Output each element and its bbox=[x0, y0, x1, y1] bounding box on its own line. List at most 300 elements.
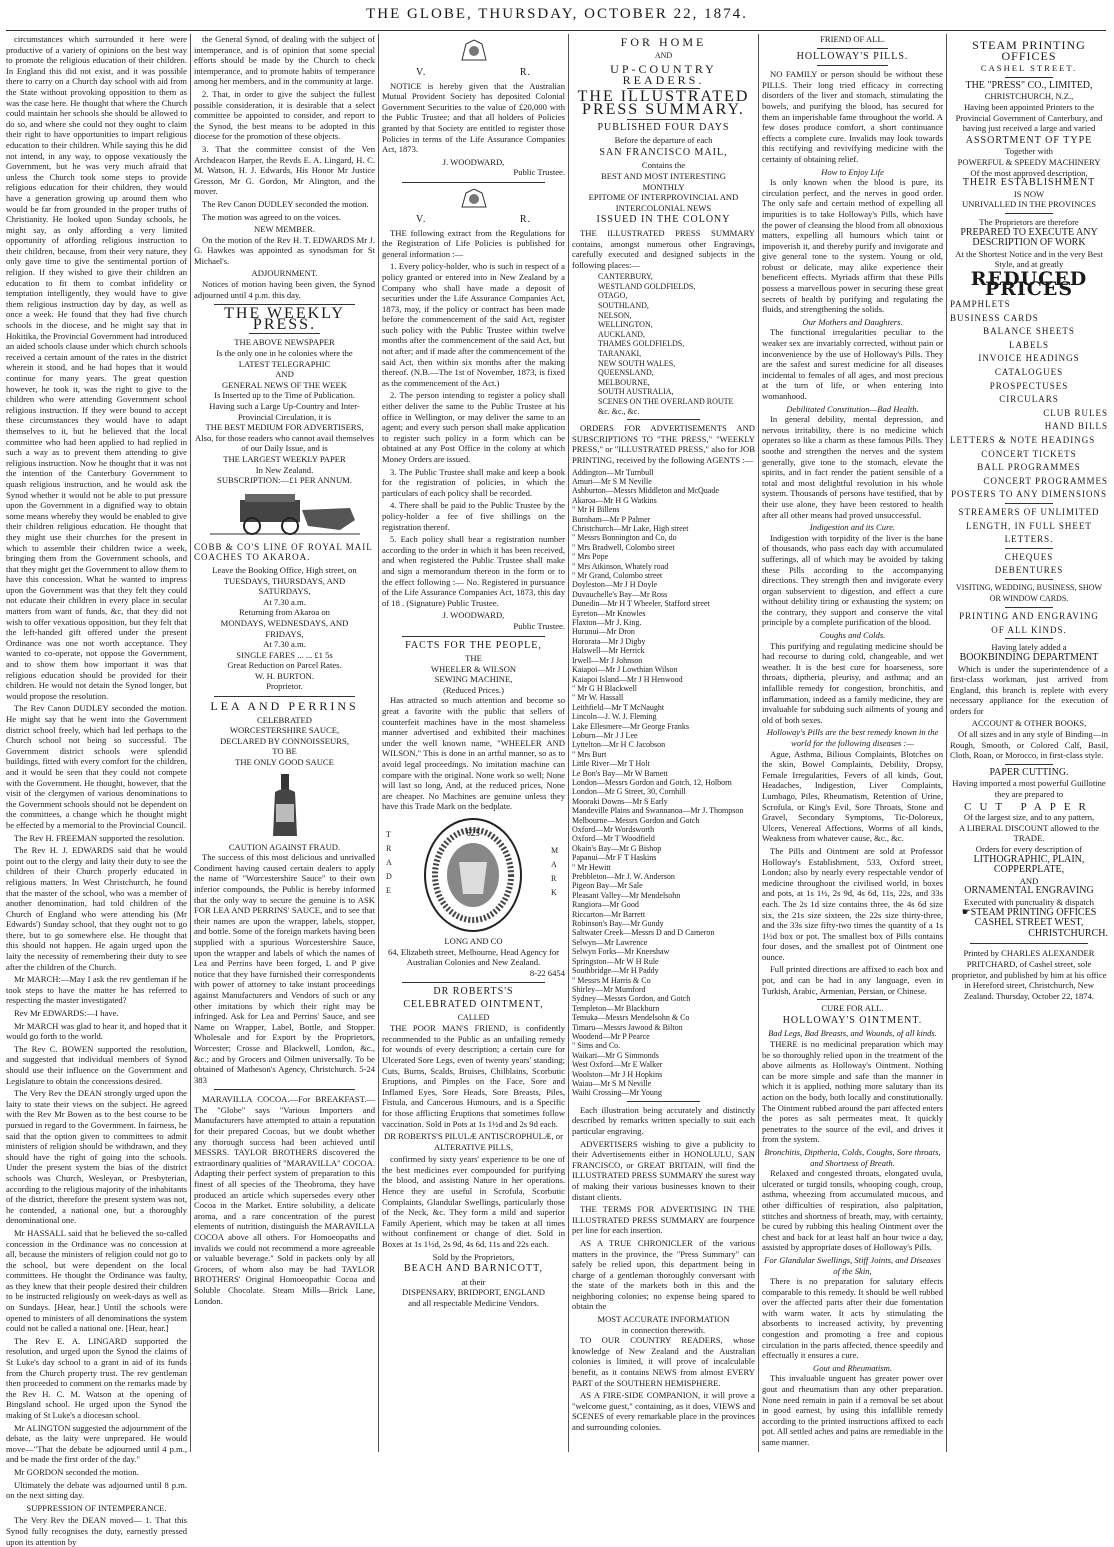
divider bbox=[249, 333, 320, 334]
place-item: WESTLAND GOLDFIELDS, bbox=[598, 281, 696, 291]
press-co-limited: THE "PRESS" CO., LIMITED, bbox=[965, 79, 1093, 91]
proprietors-therefore: The Proprietors are therefore bbox=[979, 216, 1079, 227]
agent-item: Lake Ellesmere—Mr George Franks bbox=[572, 721, 689, 731]
printing-items-list bbox=[950, 299, 1108, 500]
printing-item: BALANCE SHEETS bbox=[983, 326, 1075, 337]
full-sheet: LENGTH, IN FULL SHEET bbox=[966, 520, 1092, 531]
section-text: The Pills and Ointment are sold at Professor Holloway's Establishment, 533, Oxford street, London; also by nearly every respectable vendor of medicine throughout the civilised world, in boxes and pots, at 1s 1½, 2s 9d, 4s 6d, 11s, 22s, and 33s each. The 2s 1d size contains three, the 4s 6d size six, the 21s size sixteen, the 22s size thirty-three, and the 33s size fifty-two times the quantity of a 1s 1½d box or pot. The smallest box of Pills contains four doses, and the smallest pot of Ointment one ounce. bbox=[762, 845, 943, 962]
section-text: In general debility, mental depression, and nervous irritability, there is no medicine which operates so like a charm as these famous Pills. They soothe and strengthen the nerves and the system generally, give tone to the stomach, elevate the spirits, and in fact render the patient sensible of a total and most delightful revolution in his whole system. Thousands of persons have testified, that by their use alone, they have been restored to health after all other means had proved unsuccessful. bbox=[762, 414, 943, 520]
together-with: Together with bbox=[1005, 146, 1053, 157]
caution-heading: CAUTION AGAINST FRAUD. bbox=[228, 841, 341, 852]
regulation-item: 2. The person intending to register a policy shall either deliver the same to the Public Trustee at his office in Wellington, or may deliver the same to an agent; and every such person shall make application to register such policy in a form which can be obtained at any Post Office in the colony at which Money Orders are issued. bbox=[382, 390, 565, 464]
royal-coat-of-arms-icon bbox=[454, 38, 494, 64]
new-member-text: On the motion of the Rev H. T. EDWARDS Mr J. G. Hawkes was appointed as synodsman for St Michael's. bbox=[194, 234, 375, 266]
column-divider bbox=[568, 34, 569, 1452]
section-heading: How to Enjoy Life bbox=[821, 166, 884, 177]
terms-text: THE TERMS FOR ADVERTISING IN THE ILLUSTRATED PRESS SUMMARY are fourpence per line for each insertion. bbox=[572, 1204, 755, 1236]
shortest-notice: At the Shortest Notice and in the very Best Style, and at greatly bbox=[955, 248, 1103, 270]
divider bbox=[627, 419, 700, 420]
printing-item: CONCERT PROGRAMMES bbox=[983, 475, 1108, 486]
for-home: FOR HOME bbox=[620, 35, 707, 49]
visiting-cards: VISITING, WEDDING, BUSINESS, SHOW OR WINDOW CARDS. bbox=[955, 582, 1103, 603]
cobb-line: Returning from Akaroa on bbox=[239, 607, 330, 618]
synod-continued bbox=[194, 34, 375, 222]
agent-item: Melbourne—Messrs Gordon and Gotch bbox=[572, 815, 700, 825]
synod-paragraph: The Rev Canon DUDLEY seconded the motion. He might say that he went into the Government district school freely, which had led perhaps to the Church school not being so successful. The Government district schools were splendid buildings, fitted with every comfort for the children, and it would be seen that they could not compete with the Government. He thought, however, that the visit of the clergymen of various denominations to the Government schools should not be dependent on the committees, a change which he thought might be effected by a memorial to the Provincial Council. bbox=[6, 703, 187, 830]
regulation-item: 4. There shall be paid to the Public Trustee by the policy-holder a fee of five shillings on the registration thereof. bbox=[382, 500, 565, 532]
column-1-synod-report bbox=[6, 34, 187, 1547]
agent-item: Flaxton—Mr J. King. bbox=[572, 618, 642, 628]
beach-barnicott: BEACH AND BARNICOTT, bbox=[404, 1263, 543, 1275]
agent-item: Doyleston—Mr J H Doyle bbox=[572, 580, 658, 590]
place-item: WELLINGTON, bbox=[598, 320, 653, 330]
place-item: MELBOURNE, bbox=[598, 377, 650, 387]
agent-item: Pigeon Bay—Mr Sale bbox=[572, 881, 643, 891]
intercolonial-label: INTERCOLONIAL NEWS bbox=[615, 202, 712, 213]
agent-item: Irwell—Mr J Johnson bbox=[572, 655, 643, 665]
places-list bbox=[572, 272, 755, 416]
agent-item: " Mrs Pope bbox=[572, 552, 609, 562]
column-divider bbox=[190, 34, 191, 1452]
accurate-info: MOST ACCURATE INFORMATION bbox=[597, 1314, 730, 1325]
regulation-item: 3. The Public Trustee shall make and keep a book for the registration of policies, in which the particulars of each policy shall be recorded. bbox=[382, 466, 565, 498]
agent-item: Leithfield—Mr T McNaught bbox=[572, 702, 665, 712]
divider bbox=[214, 696, 355, 697]
holloway-sections bbox=[762, 167, 943, 997]
printing-item: HAND BILLS bbox=[1044, 421, 1108, 432]
agent-item: Le Bon's Bay—Mr W Barnett bbox=[572, 768, 668, 778]
agent-item: " Mrs Atkinson, Whately road bbox=[572, 561, 669, 571]
printing-item: CLUB RULES bbox=[1043, 407, 1108, 418]
place-item: QUEENSLAND, bbox=[598, 368, 654, 378]
synod-paragraph: 2. That, in order to give the subject the fullest possible consideration, it is desirable that a select committee be appointed to consider, and report to the Synod, the best means to be adopted in this diocese for the promotion of these objects. bbox=[194, 88, 375, 142]
agent-item: Halswell—Mr Herrick bbox=[572, 646, 645, 656]
cut-paper: CUT PAPER bbox=[964, 800, 1094, 813]
long-co-name: LONG AND CO bbox=[444, 936, 503, 946]
agent-item: Southbridge—Mr H Paddy bbox=[572, 966, 659, 976]
woodward-signature: J. WOODWARD, bbox=[442, 156, 505, 167]
weekly-press-line: GENERAL NEWS OF THE WEEK bbox=[222, 379, 347, 390]
bookbinding-department: BOOKBINDING DEPARTMENT bbox=[959, 651, 1099, 663]
printer-imprint: Printed by CHARLES ALEXANDER PRITCHARD, of Cashel street, sole proprietor, and published by him at his office in Hereford street, Christchurch, New Zealand. Thursday, October 22, 1874. bbox=[951, 948, 1107, 1001]
agent-item: Little River—Mr T Holt bbox=[572, 759, 650, 769]
description-of-work: DESCRIPTION OF WORK bbox=[972, 237, 1086, 249]
lea-perrins-text: The success of this most delicious and unrivalled Condiment having caused certain dealers to apply the name of "Worcestershire Sauce" to their own inferior compounds, the Public is hereby informed that the only way to secure the genuine is to ASK FOR LEA AND PERRINS' SAUCE, and to see that their names are upon the wrapper, labels, stopper, and bottle. Some of the foreign markets having been supplied with a spurious Worcestershire Sauce, upon the wrapper and labels of which the names of Lea and Perrins have been forged, L and P give notice that they have furnished their correspondents with power of attorney to take instant proceedings against Manufacturers and Vendors of such or any other imitations by which their right may be infringed. Ask for Lea and Perrins' Sauce, and see Name on Wrapper, Label, Bottle, and Stopper. Wholesale and for Export by the Proprietors, Worcester; Crosse and Blackwell, London, &c., &c.; and by Grocers and Oilmen universally. To be obtained of Matheson's Agency, Christchurch. 5-24 383 bbox=[194, 852, 375, 1085]
woodward-signature: J. WOODWARD, bbox=[442, 610, 505, 621]
wheeler-wilson-text: Has attracted so much attention and become so great a favorite with the public that sellers of counterfeit machines have in the most shameless manner advertised and exhibited their machines under the well known name, "WHEELER AND WILSON." This is done in an artful manner, so as to avoid legal proceedings. No imitation machine can compare with the original. None work so well; None will last so long, And, at the reduced prices, None are cheaper. No Machines are genuine unless they have this Trade Mark on the bedplate. bbox=[382, 695, 565, 812]
agent-item: " Messrs M Harris & Co bbox=[572, 975, 651, 985]
dispensary: DISPENSARY, BRIDPORT, ENGLAND bbox=[402, 1287, 545, 1298]
streamers: STREAMERS OF UNLIMITED bbox=[958, 506, 1100, 517]
agent-item: Saltwater Creek—Messrs D and D Cameron bbox=[572, 928, 715, 938]
agent-item: Waihi Crossing—Mr Young bbox=[572, 1088, 662, 1098]
synod-paragraph: The Rev H. J. EDWARDS said that he would point out to the clergy and laity their duty to see the children of their Church properly educated in religious matters. In West Christchurch, he found that the master of the school, who was a member of another denomination, had told children of the Church of England who were attending his (Mr Edwards') Sunday school, that they ought not to go there, but to go somewhere else. He thought that this should not happen. He again urged upon the laity the necessity of remembering their duty to see after the children of the Church. bbox=[6, 845, 187, 972]
column-divider bbox=[378, 34, 379, 1452]
lea-perrins-lines bbox=[194, 715, 375, 768]
summary-text: THE ILLUSTRATED PRESS SUMMARY contains, amongst numerous other Engravings, carefully executed and designed subjects in the following places:— bbox=[572, 227, 755, 270]
agent-item: Oxford—Mr Wordsworth bbox=[572, 825, 655, 834]
section-heading: Our Mothers and Daughters. bbox=[802, 316, 903, 327]
best-interesting: BEST AND MOST INTERESTING bbox=[600, 170, 727, 181]
sauce-bottle-icon bbox=[265, 772, 305, 838]
wheeler-wilson-lines bbox=[382, 653, 565, 695]
place-item: NEW SOUTH WALES, bbox=[598, 358, 676, 368]
cobb-line: Leave the Booking Office, High street, on bbox=[212, 564, 357, 575]
synod-paragraph: Mr GORDON seconded the motion. bbox=[14, 1466, 139, 1477]
agent-item: London—Mr G Street, 30, Cornhill bbox=[572, 787, 686, 797]
wheeler-line: (Reduced Prices.) bbox=[442, 684, 505, 695]
place-item: CANTERBURY, bbox=[598, 272, 653, 282]
cobb-line: Great Reduction on Parcel Rates. bbox=[227, 660, 342, 671]
section-heading: Gout and Rheumatism. bbox=[812, 1362, 892, 1373]
column-2 bbox=[194, 34, 375, 1452]
at-their: at their bbox=[461, 1276, 486, 1287]
agent-item: Christchurch—Mr Lake, High street bbox=[572, 524, 689, 533]
chronicler-text: AS A TRUE CHRONICLER of the various matters in the province, the "Press Summary" can safely be relied upon, this department being in charge of a gentleman thoroughly conversant with the state of the markets both in this and the neighboring colonies; no expense being spared to obtain the bbox=[572, 1237, 755, 1312]
divider bbox=[1005, 579, 1053, 580]
agent-item: West Oxford—Mr E Walker bbox=[572, 1060, 663, 1070]
printing-item: PAMPHLETS bbox=[950, 299, 1011, 310]
wheeler-wilson-trade-mark-seal bbox=[423, 816, 523, 934]
agent-item: " Mr Grand, Colombo street bbox=[572, 571, 663, 581]
agent-item: Timaru—Messrs Jawood & Bilton bbox=[572, 1022, 683, 1032]
trade-mark-block bbox=[382, 814, 565, 936]
divider bbox=[817, 65, 888, 66]
place-item: SOUTHLAND, bbox=[598, 301, 649, 311]
section-heading: For Glandular Swellings, Stiff Joints, and Diseases of the Skin, bbox=[764, 1254, 941, 1276]
agent-item: London—Messrs Gordon and Gotch, 12, Holborn bbox=[572, 777, 732, 787]
synod-paragraph: The Rev C. BOWEN supported the resolution, and suggested that individual members of Synod should use their influence on the Government and Legislature to obtain the concessions desired. bbox=[6, 1043, 187, 1086]
roberts-subtitle: CELEBRATED OINTMENT, bbox=[403, 998, 544, 1010]
printing-item: INVOICE HEADINGS bbox=[978, 353, 1080, 364]
printing-item: CIRCULARS bbox=[999, 394, 1059, 405]
divider bbox=[1005, 764, 1053, 765]
weekly-press-line: THE BEST MEDIUM FOR ADVERTISERS, bbox=[205, 422, 364, 433]
epitome-label: EPITOME OF INTERPROVINCIAL AND bbox=[588, 192, 739, 203]
approved-description: Of the most approved description, bbox=[970, 167, 1088, 178]
section-text: Relaxed and congested throats, elongated uvula, ulcerated or turgid tonsils, whooping cough, croup, asthma, wheezing from accumulated mucous, and other difficulties of respiration, also palpitation, stitches and shortness of breath, may, with certainty, be cured by rubbing this healing Ointment over the chest and back for at least half an hour twice a day, assisted by appropriate doses of Holloway's Pills. bbox=[762, 1168, 943, 1253]
section-text: There is no preparation for salutary effects comparable to this remedy. It should be well rubbed over the affected parts after their due fomentation with warm water. It acts by stimulating the absorbents to increased activity, by preventing congestion and promoting a free and copious circulation in the parts affected, thence speedily and effectually it ensures a cure. bbox=[762, 1276, 943, 1361]
section-heading: Bronchitis, Diptheria, Colds, Coughs, Sore throats, and Shortness of Breath. bbox=[764, 1146, 941, 1168]
mark-label: MARK bbox=[551, 846, 559, 897]
divider bbox=[402, 982, 545, 983]
is-now: IS NOW bbox=[1013, 188, 1045, 199]
sold-by: Sold by the Proprietors, bbox=[432, 1251, 515, 1262]
public-trustee-title: Public Trustee. bbox=[513, 620, 565, 631]
agent-item: " Mrs Burt bbox=[572, 749, 607, 759]
synod-paragraph: Mr MARCH:—May I ask the rev gentleman if he took steps to have the matter he has referred to respecting the master investigated? bbox=[6, 974, 187, 1006]
printing-item: CATALOGUES bbox=[994, 367, 1064, 378]
section-text: This invaluable unguent has greater power over gout and rheumatism than any other preparation. None need remain in pain if a removal be set about in good earnest, by using this infallible remedy according to the printed instructions affixed to each pot. All settled aches and pains are remediable in the same manner. bbox=[762, 1373, 943, 1447]
cashel-street-west: CASHEL STREET WEST, bbox=[974, 917, 1084, 929]
section-text: Is only known when the blood is pure, its circulation perfect, and the nerves in good order. The only safe and certain method of expelling all impurities is to take Holloway's Pills, which have the power of cleansing the blood from all obnoxious matters, expelling all humours which taint or impoverish it, and thereby purify and invigorate and give general tone to the system. Young or old, robust or delicate, may alike experience their beneficent effects. Myriads affirm that these Pills possess a marvellous power in securing these great secrets of health by purifying and regulating the fluids, and strengthening the solids. bbox=[762, 177, 943, 315]
divider bbox=[1005, 607, 1053, 608]
suppression-heading: SUPPRESSION OF INTEMPERANCE. bbox=[26, 1502, 167, 1513]
printing-engraving: PRINTING AND ENGRAVING bbox=[959, 611, 1099, 622]
binding-text: Of all sizes and in any style of Binding—in Rough, Smooth, or Colored Calf, Basil, Cloth, Roan, or Morocco, in first-class style. bbox=[950, 729, 1108, 761]
agent-item: Templeton—Mr Blackburn bbox=[572, 1003, 660, 1013]
friend-of-all: FRIEND OF ALL. bbox=[820, 34, 885, 44]
wheeler-line: THE bbox=[465, 653, 482, 664]
seal-number: 625 bbox=[466, 828, 480, 838]
advertisers-text: ADVERTISERS wishing to give a publicity to their Advertisements either in HONOLULU, SAN FRANCISCO, or GREAT BRITAIN, will find the ILLUSTRATED PRESS SUMMARY the surest way of making their various businesses known to their distant clients. bbox=[572, 1138, 755, 1202]
place-item: TARANAKI, bbox=[598, 349, 642, 359]
printing-item: POSTERS TO ANY DIMENSIONS bbox=[950, 489, 1108, 500]
assortment-type: ASSORTMENT OF TYPE bbox=[965, 134, 1093, 146]
synod-paragraph: Mr MARCH was glad to hear it, and hoped that it would go forth to the world. bbox=[6, 1020, 187, 1042]
christchurch: CHRISTCHURCH. bbox=[1028, 927, 1108, 939]
agent-item: Papanui—Mr F T Haskins bbox=[572, 853, 657, 863]
printing-item: BALL PROGRAMMES bbox=[977, 462, 1081, 473]
holloway-pills-title: HOLLOWAY'S PILLS. bbox=[796, 50, 909, 62]
press-summary-title: PRESS SUMMARY. bbox=[582, 100, 745, 118]
agent-item: Robinson's Bay—Mr Gundy bbox=[572, 919, 664, 929]
agent-item: Ashburton—Messrs Middleton and McQuade bbox=[572, 486, 719, 496]
agent-item: Prebbleton—Mr J. W. Anderson bbox=[572, 872, 675, 882]
masthead-rule bbox=[6, 30, 1106, 31]
orders-text: ORDERS FOR ADVERTISEMENTS AND SUBSCRIPTIONS TO "THE PRESS," "WEEKLY PRESS," or "ILLUSTRATED PRESS," also for JOB PRINTING, received by the following AGENTS :— bbox=[572, 423, 755, 465]
bad-legs-subtitle: Bad Legs, Bad Breasts, and Wounds, of all kinds. bbox=[768, 1028, 937, 1039]
and-label: AND bbox=[654, 50, 673, 60]
royal-coat-of-arms-icon bbox=[454, 187, 494, 211]
debentures: DEBENTURES bbox=[994, 565, 1064, 576]
synod-paragraph: Ultimately the debate was adjourned until 8 p.m. on the next sitting day. bbox=[6, 1479, 187, 1501]
place-item: AUCKLAND, bbox=[598, 329, 645, 339]
medicine-vendors: and all respectable Medicine Vendors. bbox=[408, 1298, 539, 1308]
agent-item: Springston—Mr W H Rule bbox=[572, 956, 659, 966]
suppression-text: The Very Rev the DEAN moved— 1. That this Synod fully recognises the duty, earnestly pressed upon its attention by bbox=[6, 1515, 187, 1547]
wheeler-line: WHEELER & WILSON bbox=[430, 663, 517, 674]
cheques: CHEQUES bbox=[1004, 551, 1054, 562]
agent-item: " Mr W. Hassall bbox=[572, 693, 624, 703]
synod-paragraph: The Rev Canon DUDLEY seconded the motion. bbox=[202, 198, 369, 209]
divider bbox=[627, 1101, 700, 1102]
printing-item: LABELS bbox=[1008, 339, 1049, 350]
roberts-ointment-text: THE POOR MAN'S FRIEND, is confidently recommended to the Public as an unfailing remedy for wounds of every description; a certain cure for Ulcerated Sore Legs, even of twenty years' standing; Cuts, Burns, Scalds, Bruises, Chilblains, Scorbutic Eruptions, and Pimples on the Face, Sore and Inflamed Eyes, Sore Heads, Sore Breasts, Piles, Fistula, and Cancerous Humours, and is a Specific for those afflicting Eruptions that sometimes follow vaccination. Sold in Pots at 1s 1½d and 2s 9d each. bbox=[382, 1023, 565, 1129]
country-readers-text: TO OUR COUNTRY READERS, whose knowledge of New Zealand and the Australian colonies is limited, it will prove of incalculable benefit, as it contains NEWS from almost EVERY PART of the SOUTHERN HEMISPHERE. bbox=[572, 1335, 755, 1388]
cashel-street: CASHEL STREET. bbox=[980, 63, 1078, 74]
account-books: ACCOUNT & OTHER BOOKS, bbox=[971, 718, 1087, 729]
section-heading: Debilitated Constitution—Bad Health. bbox=[786, 403, 919, 414]
holloway-ointment-title: HOLLOWAY'S OINTMENT. bbox=[782, 1014, 923, 1026]
agent-item: Kaiapoi Island—Mr J H Henwood bbox=[572, 674, 683, 684]
lea-perrins-line: THE ONLY GOOD SAUCE bbox=[235, 757, 334, 768]
weekly-press-line: THE ABOVE NEWSPAPER bbox=[234, 337, 335, 348]
weekly-press-line: THE LARGEST WEEKLY PAPER bbox=[223, 453, 346, 464]
copperplate: COPPERPLATE, bbox=[993, 864, 1065, 876]
guillotine-text: Having imported a most powerful Guillotine they are prepared to bbox=[952, 778, 1106, 800]
column-divider bbox=[758, 34, 759, 1452]
agent-item: Pleasant Valley—Mr Mendelsohn bbox=[572, 890, 681, 900]
amp-society-notice: NOTICE is hereby given that the Australian Mutual Provident Society has deposited Colonial Government Securities to the value of £20,000 with the Public Trustee; and that all holders of Policies granted by that Society are entitled to register those Policies in terms of the Life Assurance Companies Act, 1873. bbox=[382, 80, 565, 155]
section-text: Ague, Asthma, Bilious Complaints, Blotches on the skin, Bowel Complaints, Debility, Dropsy, Female Irregularities, Fevers of all kinds, Gout, Headaches, Indigestion, Liver Complaints, Lumbago, Piles, Rheumatism, Retention of Urine, Scrofula, or King's Evil, Sore Throats, Stone and Gravel, Secondary Symptoms, Tic-Doloreux, Ulcers, Venereal Affections, Worms of all kinds, Weakness from whatever cause, &c., &c. bbox=[762, 748, 943, 844]
agent-item: Dunedin—Mr H T Wheeler, Stafford street bbox=[572, 599, 710, 609]
reduced-prices: REDUCED PRICES bbox=[970, 267, 1088, 301]
executed-punctuality: Executed with punctuality & dispatch bbox=[964, 896, 1094, 907]
agent-item: Burnham—Mr P Palmer bbox=[572, 514, 651, 524]
contains-label: Contains the bbox=[641, 160, 686, 171]
cobb-line: W. H. BURTON. bbox=[255, 670, 314, 681]
agent-item: Hurunui—Mr Dron bbox=[572, 627, 635, 637]
trade-label: TRADE bbox=[386, 830, 392, 895]
divider bbox=[1005, 77, 1053, 78]
connection-therewith: in connection therewith. bbox=[621, 1324, 706, 1335]
agents-list bbox=[572, 468, 755, 1098]
column-5-holloway bbox=[762, 34, 943, 1452]
divider bbox=[970, 943, 1088, 944]
synod-paragraph: Mr HASSALL said that he believed the so-called concession in the Ordinance was no concession at all, because the ministers of religion could not go to the school, but were dependent on the local committees. He thought the Ordinance was faulty, as they knew that their people desired their children to be instructed religiously on week-days as well as on Sundays. [Hear, hear.] Until the schools were opened to ministers of all denominations the system could not be called a national one. [Hear, hear.] bbox=[6, 1227, 187, 1334]
section-heading: Indigestion and its Cure. bbox=[809, 522, 896, 533]
agent-item: Mooraki Downs—Mr S Early bbox=[572, 796, 668, 806]
powerful-machinery: POWERFUL & SPEEDY MACHINERY bbox=[957, 156, 1101, 167]
section-text: Indigestion with torpidity of the liver is the bane of thousands, who pass each day with accumulated sufferings, all of which may be avoided by taking these Pills according to the accompanying directions. They strength then and invigorate every organ subservient to digestion, and effect a cure without debility tiring or exhausting the system; on the contrary, they support and conserve the vital principle by a complete purification of the blood. bbox=[762, 532, 943, 628]
agent-item: " Mr Hewitt bbox=[572, 862, 611, 872]
wheeler-title: FACTS FOR THE PEOPLE, bbox=[405, 639, 542, 651]
agent-item: Waiau—Mr S M Neville bbox=[572, 1078, 652, 1088]
agent-item: Eyreton—Mr Knowles bbox=[572, 608, 646, 618]
cobb-line: SINGLE FARES ... ... £1 5s bbox=[236, 649, 333, 660]
column-6-steam-printing bbox=[950, 34, 1108, 1452]
unrivalled-provinces: UNRIVALLED IN THE PROVINCES bbox=[961, 199, 1097, 210]
lea-perrins-line: DECLARED BY CONNOISSEURS, bbox=[220, 735, 349, 746]
printing-item: PROSPECTUSES bbox=[989, 380, 1069, 391]
public-trustee-title: Public Trustee. bbox=[513, 167, 565, 178]
lea-perrins-line: WORCESTERSHIRE SAUCE, bbox=[229, 725, 340, 736]
agent-item: Hororata—Mr J Digby bbox=[572, 636, 646, 646]
agent-item: Shirley—Mr Mumford bbox=[572, 984, 646, 994]
agent-item: Rangiora—Mr Good bbox=[572, 900, 639, 910]
cure-for-all: CURE FOR ALL. bbox=[821, 1003, 884, 1014]
section-heading: Coughs and Colds. bbox=[819, 630, 886, 641]
place-item: SOUTH AUSTRALIA, bbox=[598, 387, 674, 397]
synod-paragraph: The Very Rev the DEAN strongly urged upon the laity to state their views on the subject. He agreed with the Rev Mr Bowen as to the best course to be pursued in regard to the Government. In fairness, he said that the option given to committees to admit ministers of religion should be withdrawn, and they should have the right of going into the schools. Under the present system the bias of the district schools was Church, Wesleyan, or Presbyterian, according to the religious majority of the inhabitants of the district, therefore the present system was not, he contended, a national one, but a thoroughly denominational one. bbox=[6, 1088, 187, 1226]
cobb-coach-ad bbox=[194, 565, 375, 692]
weekly-press-line: Is Inserted up to the Time of Publication. bbox=[214, 390, 355, 401]
agent-item: Okain's Bay—Mr G Bishop bbox=[572, 843, 662, 853]
weekly-press-line: AND bbox=[275, 369, 294, 380]
adjournment-heading: ADJOURNMENT. bbox=[251, 268, 318, 279]
cobb-line: At 7.30 a.m. bbox=[263, 639, 306, 650]
fireside-text: AS A FIRE-SIDE COMPANION, it will prove a "welcome guest," containing, as it does, VIEWS and SCENES of every remarkable place in the provinces and surrounding colonies. bbox=[572, 1390, 755, 1432]
printing-item: BUSINESS CARDS bbox=[950, 312, 1039, 323]
pilulae-text: confirmed by sixty years' experience to be one of the best medicines ever compounded for purifying the blood, and assisting Nature in her operations. Hence they are useful in Scrofula, Scorbutic Complaints, Glandular Swellings, particularly those of the Neck, &c. They form a mild and superior Family Aperient, which may be taken at all times without confinement or change of diet. Sold in Boxes at 1s 1½d, 2s 9d, 4s 6d, 11s and 22s each. bbox=[382, 1154, 565, 1250]
agent-item: Lincoln—J. W. J. Fleming bbox=[572, 712, 657, 722]
wheeler-line: SEWING MACHINE, bbox=[434, 674, 513, 685]
agent-item: Loburn—Mr J J Lee bbox=[572, 730, 638, 740]
section-text: Full printed directions are affixed to each box and pot, and can be had in any language, even in Turkish, Arabic, Armenian, Persian, or Chinese. bbox=[762, 964, 943, 996]
cobb-line: SATURDAYS, bbox=[258, 586, 311, 597]
steam-printing-offices: ☛STEAM PRINTING OFFICES bbox=[961, 906, 1097, 918]
divider bbox=[1005, 638, 1053, 639]
upcountry-readers: UP-COUNTRY READERS. bbox=[610, 62, 717, 87]
section-text: This purifying and regulating medicine should be had recourse to during cold, changeable, and wet weather. It is the best cure for hoarseness, sore throats, diptheria, pleurisy, and asthma; and an infallible remedy for congestion, bronchitis, and inflammation, indeed as a family medicine, they are invaluable for subduing such ailments of young and old of both sexes. bbox=[762, 640, 943, 725]
divider bbox=[214, 1089, 355, 1090]
column-4-press-summary bbox=[572, 34, 755, 1452]
divider bbox=[817, 48, 888, 49]
ornamental-engraving: ORNAMENTAL ENGRAVING bbox=[964, 885, 1094, 897]
lea-perrins-title: LEA AND PERRINS bbox=[210, 699, 359, 714]
agent-item: Sydney—Messrs Gordon, and Gotch bbox=[572, 994, 691, 1004]
regulations-intro: THE following extract from the Regulations for the Registration of Life Policies is published for general information :— bbox=[382, 227, 565, 259]
cobb-line: TUESDAYS, THURSDAYS, AND bbox=[223, 575, 346, 586]
synod-paragraph: the General Synod, of dealing with the subject of intemperance, and is of opinion that some special efforts should be made by the Church to check intemperance, and to promote habits of temperance among her members, and in the community at large. bbox=[194, 34, 375, 87]
christchurch-nz: CHRISTCHURCH, N.Z., bbox=[984, 91, 1074, 102]
synod-paragraph: The Rev E. A. LINGARD supported the resolution, and urged upon the Synod the claims of St Luke's day school to a grant in aid of its funds from the Church property trust. The rev gentleman then proceeded to comment on the remarks made by the Rev H. C. M. Watson at the opening of Bingsland school. He urged upon the Synod the making of St Luke's a diocesan school. bbox=[6, 1335, 187, 1420]
regulation-item: 1. Every policy-holder, who is such in respect of a policy granted or entered into in New Zealand by a Company who shall have made a deposit of securities under the Life Assurance Companies Act, 1873, may, if the policy or contract has been made before the commencement of the said Act, register such policy with the Public Trustee within twelve months after the commencement of the said Act, but not after; and if made after the commencement of the said Act, then within six months after the making thereof. (N.B.—The 1st of November, 1873, is fixed as the commencement of the Act.) bbox=[382, 261, 566, 388]
before-departure: Before the departure of each bbox=[614, 135, 713, 146]
cobb-line: FRIDAYS, bbox=[265, 628, 304, 639]
steam-printing-title: STEAM PRINTING OFFICES bbox=[972, 38, 1086, 63]
prepared-to-execute: PREPARED TO EXECUTE ANY bbox=[960, 226, 1098, 238]
divider bbox=[817, 999, 888, 1000]
largest-size: Of the largest size, and to any pattern, bbox=[963, 812, 1095, 823]
agent-item: " Mr H Billens bbox=[572, 505, 620, 515]
place-item: NELSON, bbox=[598, 310, 632, 320]
bookbinding-text: Which is under the superintendence of a first-class workman, just arrived from England, this branch is replete with every necessary appliance for the execution of orders for bbox=[950, 663, 1108, 716]
regulation-item: 5. Each policy shall bear a registration number according to the order in which it has been received, and when registered the Public Trustee shall make and sign a memorandum thereon in the form or to the effect following :— No. Registered in pursuance of the Life Assurance Companies Act, 1873, this day of 18 . (Signature) Public Trustee. bbox=[382, 534, 565, 608]
long-co-ref: 8-22 6454 bbox=[529, 967, 565, 978]
section-text: The functional irregularities peculiar to the weaker sex are invariably corrected, without pain or inconvenience by the use of Holloway's Pills. They are the safest and surest medicine for all diseases incidental to females of all ages, and most precious at the turn of life, or when entering into womanhood. bbox=[762, 327, 943, 401]
printing-item: CONCERT TICKETS bbox=[981, 448, 1077, 459]
agent-item: Amuri—Mr S M Neville bbox=[572, 476, 652, 486]
engraving-text: Each illustration being accurately and distinctly described by remarks written specially to suit each particular engraving. bbox=[572, 1104, 755, 1136]
letters-label: LETTERS. bbox=[1004, 534, 1054, 545]
weekly-press-line: SUBSCRIPTION:—£1 PER ANNUM. bbox=[217, 475, 352, 486]
monthly-label: MONTHLY bbox=[642, 181, 685, 192]
section-text: THERE is no medicinal preparation which may be so thoroughly relied upon in the treatment of the above ailments as Holloway's Ointment. Nothing can be more simple and safe than the manner in which it is applied, nothing more salutary than its action on the body, both locally and constitutionally. The Ointment rubbed around the part affected enters the pores as salt permeates meat. It quickly penetrates to the source of the evil, and drives it from the system. bbox=[762, 1039, 943, 1145]
agent-item: Woolston—Mr J H Hopkins bbox=[572, 1069, 663, 1079]
column-3 bbox=[382, 34, 565, 1452]
place-item: &c. &c., &c. bbox=[598, 406, 640, 416]
appointed-text: Having been appointed Printers to the Provincial Government of Canterbury, and having just received a large and varied bbox=[955, 101, 1103, 134]
synod-paragraph: circumstances which surrounded it here were productive of a variety of opinions on the best way to promote the religious education of their children. In England this did not exist, and it was possible there to carry on a Church day school with aid from the State without provoking opposition to them as was the case here. He thought that where the Church could maintain her schools she should be allowed to do so, and where she could not they ought to claim their right to have opportunities to impart religious education to their children. While saying this he did not intend, in any way, to oppose vexatiously the Government, but he was very much afraid that unless the Church took some steps to provide religious education for their children, they would have a generation growing up around them who would be far from grounded in the proper truths of Christianity. He looked upon Sunday schools, he might say, as only affording a very limited opportunity of affording religious instruction to their children, because, from their very nature, they only gave time to give the sentimental portion of religion. If they wished to give their children an education to fit them to combat infidelity or temptation intelligently, they would have to give them religious instruction day by day, as well as once a week. He found that they had five church schools in the diocese, and he might say that in Hokitika, the Provincial Government had introduced an aided schools clause under which church schools received a certain amount of the rates in the district wherein it stood, and he had hopes that it would continue for many years. The great question however, he took it, was the right to give to the children who were attending Government school religious instruction. If they were bound to accept these circumstances they would have to adapt themselves to it, but he believed that the local committee who had been applied to had replied in such a way as to prevent them attending to give religious instruction. Now he thought that it was not the intention of the Canterbury Government to quash religious instruction, and he would ask the Synod whether it would not be able to put pressure upon the Government in a dignified way to obtain some means whereby they would be enabled to give their children religious education. He thought that they might use their churches for the present in which to assemble their children twice a week, bringing them from the Government schools, and that they might get the Government to allow them to have this concession. What he wanted to impress upon the Government was that they felt they could not educate their children in every place in secular matters from want of funds, &c, that they did not wish to offer vexatious opposition, but they felt that the left-handed gift offered under the present Ordinance was one not worth acceptance. They wanted to co-operate, not oppose the Government, and to show them how important it was that religious education should be provided for their children. He would not detain the Synod longer, but would propose the resolution. bbox=[6, 34, 187, 701]
vr-heading: V. R. bbox=[415, 67, 532, 78]
agent-item: Addington—Mr Turnbull bbox=[572, 467, 654, 477]
agent-item: " Messrs Bonnington and Co, do bbox=[572, 533, 677, 543]
pilulae-title: DR ROBERTS'S PILULÆ ANTISCROPHULÆ, or ALTERATIVE PILLS, bbox=[384, 1131, 563, 1152]
synod-paragraph: Rev Mr EDWARDS:—I have. bbox=[14, 1008, 119, 1019]
weekly-press-line: Having such a Large Up-Country and Inter-Provincial Circulation, it is bbox=[209, 401, 360, 422]
divider bbox=[627, 119, 700, 120]
divider bbox=[1005, 213, 1053, 214]
roberts-called: CALLED bbox=[457, 1012, 490, 1022]
synod-paragraph: The Rev H. FREEMAN supported the resolution. bbox=[14, 832, 185, 843]
weekly-press-line: Is the only one in he colonies where the bbox=[216, 348, 353, 359]
agent-item: Mandeville Plains and Swannanoa—Mr J. Thompson bbox=[572, 806, 744, 816]
agent-item: Kaiapoi—Mr J Lowthian Wilson bbox=[572, 665, 678, 675]
adjournment-text: Notices of motion having been given, the Synod adjourned until 4 p.m. this day. bbox=[194, 279, 375, 300]
agent-item: Selwyn Forks—Mr Kneeshaw bbox=[572, 947, 670, 957]
published-four-days: PUBLISHED FOUR DAYS bbox=[597, 121, 730, 133]
synod-paragraph: The motion was agreed to on the voices. bbox=[202, 211, 341, 222]
of-all-kinds: OF ALL KINDS. bbox=[991, 624, 1067, 635]
synod-paragraphs bbox=[6, 34, 187, 1501]
synod-paragraph: Mr ALINGTON suggested the adjournment of the debate, as the laity were unprepared. He would move—"That the debate be adjourned until 4 p.m., and be made the first order of the day." bbox=[6, 1422, 187, 1465]
lea-perrins-line: CELEBRATED bbox=[257, 714, 312, 725]
paper-cutting: PAPER CUTTING. bbox=[989, 766, 1069, 778]
agent-item: Waikari—Mr G Simmonds bbox=[572, 1050, 659, 1060]
agent-item: Riccarton—Mr Barrett bbox=[572, 909, 646, 919]
having-added: Having lately added a bbox=[991, 642, 1067, 653]
new-member-heading: NEW MEMBER. bbox=[254, 224, 315, 235]
orders-every: Orders for every description of bbox=[975, 844, 1083, 854]
divider bbox=[1005, 548, 1053, 549]
agent-item: " Mrs Bradwell, Colombo street bbox=[572, 542, 675, 552]
cobb-line: Proprietor. bbox=[266, 681, 303, 692]
agent-item: Oxford—Mr T Woodfield bbox=[572, 834, 655, 844]
lithographic: LITHOGRAPHIC, PLAIN, bbox=[973, 853, 1085, 865]
agent-item: Woodend—Mr P Pearce bbox=[572, 1031, 650, 1041]
